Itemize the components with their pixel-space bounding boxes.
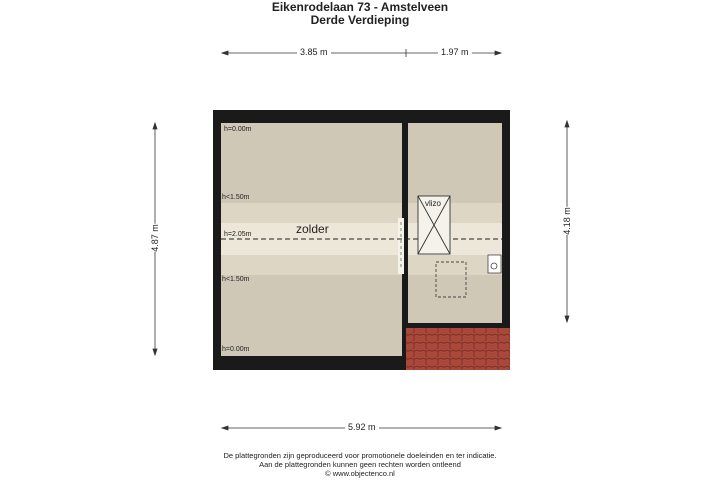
dim-left: 4.87 m (149, 224, 160, 252)
room-label-vlizo: vlizo (425, 199, 442, 208)
height-label-lower: h<1.50m (222, 276, 250, 283)
dim-top-left: 3.85 m (297, 47, 331, 57)
height-label-bottom: h=0.00m (222, 346, 250, 353)
footer-disclaimer-1: De plattegronden zijn geproduceerd voor promotionele doeleinden en ter indicatie. (223, 451, 497, 460)
plan-address: Eikenrodelaan 73 - Amstelveen (271, 0, 449, 14)
plan-floor-name: Derde Verdieping (310, 13, 410, 27)
dim-right: 4.18 m (561, 207, 572, 235)
height-label-upper: h<1.50m (222, 194, 250, 201)
roof-tiles (406, 328, 510, 370)
dim-top-right: 1.97 m (438, 47, 472, 57)
room-label-zolder: zolder (296, 222, 329, 236)
toilet-icon (488, 255, 501, 273)
footer-disclaimer-2: Aan de plattegronden kunnen geen rechten worden ontleend (259, 460, 461, 469)
height-label-top: h=0.00m (224, 126, 252, 133)
dim-bottom: 5.92 m (345, 422, 379, 432)
height-label-ridge: h=2.05m (224, 231, 252, 238)
footer-copyright: © www.objectenco.nl (325, 469, 395, 478)
